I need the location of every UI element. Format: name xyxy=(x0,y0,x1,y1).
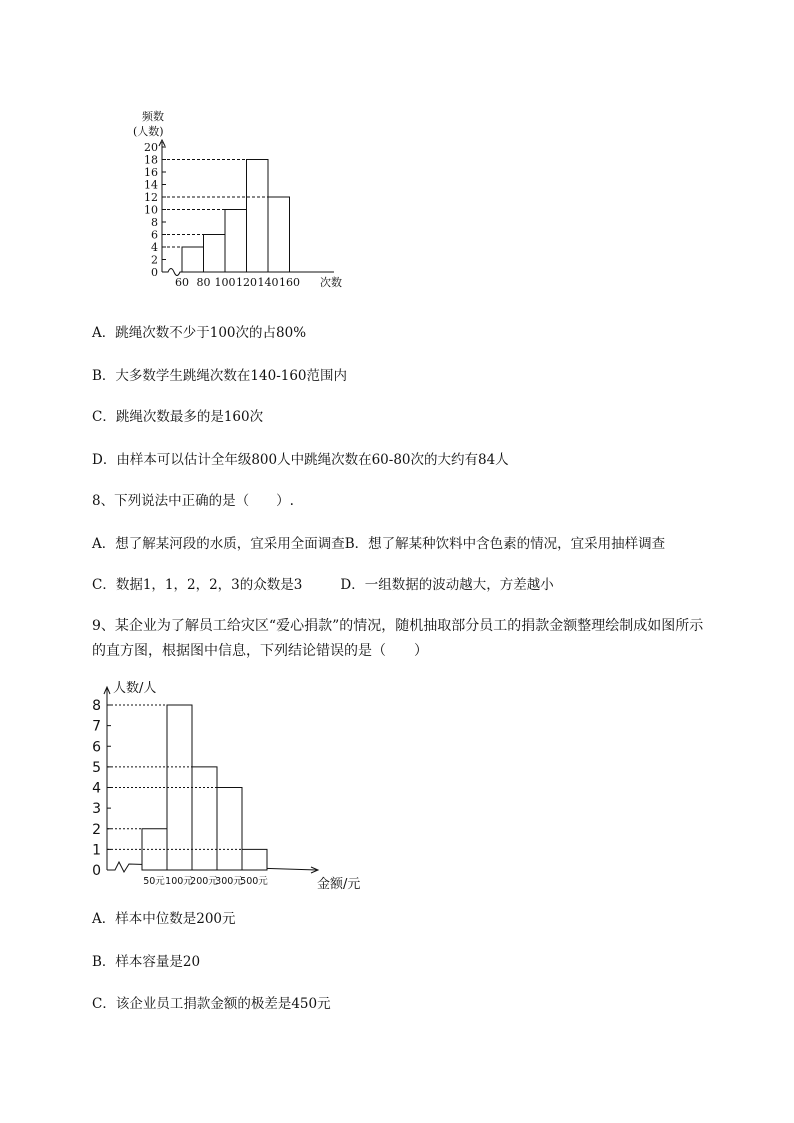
y-tick-label: 4 xyxy=(92,780,101,797)
histogram-jump-rope xyxy=(120,105,350,290)
q8-stem: 8、下列说法中正确的是（ ）. xyxy=(92,493,294,509)
y-tick-label: 6 xyxy=(151,228,158,242)
x-tick-label: 80 xyxy=(196,276,211,289)
q8-option-d: D．一组数据的波动越大，方差越小 xyxy=(340,577,554,593)
q8-option-c: C．数据1，1，2，2，3的众数是3 xyxy=(92,577,303,593)
y-tick-label: 5 xyxy=(92,759,101,776)
y-tick-label: 1 xyxy=(92,842,101,859)
q8-option-a: A．想了解某河段的水质，宜采用全面调查 xyxy=(92,536,345,552)
x-tick-label: 100 xyxy=(214,276,236,289)
x-axis-title: 次数 xyxy=(320,276,342,289)
y-tick-label: 3 xyxy=(92,801,101,818)
y-tick-label: 4 xyxy=(151,241,158,254)
q7-option-c: C．跳绳次数最多的是160次 xyxy=(92,409,264,425)
x-tick-label: 140 xyxy=(257,276,279,289)
q7-option-b: B．大多数学生跳绳次数在140-160范围内 xyxy=(92,368,348,384)
y-tick-label: 0 xyxy=(151,266,158,279)
histogram-bar xyxy=(268,197,290,272)
x-tick-label: 50元 xyxy=(143,876,165,887)
q9-option-c: C．该企业员工捐款金额的极差是450元 xyxy=(92,996,331,1012)
q9-option-b: B．样本容量是20 xyxy=(92,954,201,970)
x-tick-label: 500元 xyxy=(240,876,268,887)
x-tick-label: 100元 xyxy=(165,876,193,887)
y-tick-label: 8 xyxy=(92,698,101,714)
y-tick-label: 7 xyxy=(92,718,101,735)
q8-options-cd xyxy=(92,576,554,594)
y-tick-label: 20 xyxy=(144,141,158,154)
y-axis-title-line1: 频数 xyxy=(142,110,164,123)
histogram-bar xyxy=(242,849,267,870)
q7-option-d: D．由样本可以估计全年级800人中跳绳次数在60-80次的大约有84人 xyxy=(92,452,509,468)
y-tick-label: 18 xyxy=(144,153,158,167)
histogram-donations xyxy=(85,675,375,895)
histogram-bar xyxy=(192,767,217,870)
x-axis-title: 金额/元 xyxy=(317,877,361,892)
q8-option-b: B．想了解某种饮料中含色素的情况，宜采用抽样调查 xyxy=(344,536,666,552)
q8-options-ab xyxy=(92,535,665,553)
y-tick-label: 12 xyxy=(144,191,158,204)
histogram-bar xyxy=(247,160,269,273)
q9-option-a: A．样本中位数是200元 xyxy=(92,911,236,927)
histogram-bar xyxy=(225,210,247,273)
x-tick-label: 200元 xyxy=(190,876,218,887)
y-tick-label: 16 xyxy=(144,166,158,179)
y-tick-label: 14 xyxy=(144,178,158,192)
y-tick-label: 10 xyxy=(144,203,158,217)
histogram-bar xyxy=(217,788,242,871)
x-tick-label: 120 xyxy=(236,276,257,289)
x-tick-label: 160 xyxy=(279,276,300,289)
y-tick-label: 6 xyxy=(92,739,101,756)
y-axis-title-line2: (人数) xyxy=(133,125,164,138)
q7-option-a: A．跳绳次数不少于100次的占80% xyxy=(92,325,307,341)
histogram-bar xyxy=(182,247,204,272)
x-tick-label: 300元 xyxy=(215,876,243,887)
y-axis-title: 人数/人 xyxy=(113,681,157,696)
x-tick-label: 60 xyxy=(175,276,189,289)
q9-stem: 9、某企业为了解员工给灾区“爱心捐款”的情况，随机抽取部分员工的捐款金额整理绘制成如图所示的直方图，根据图中信息，下列结论错误的是（ ） xyxy=(92,618,704,659)
y-tick-label: 8 xyxy=(151,216,158,229)
y-tick-label: 2 xyxy=(151,253,158,267)
y-tick-label: 2 xyxy=(92,821,101,838)
histogram-bar xyxy=(204,235,226,273)
y-tick-label: 0 xyxy=(92,863,101,879)
